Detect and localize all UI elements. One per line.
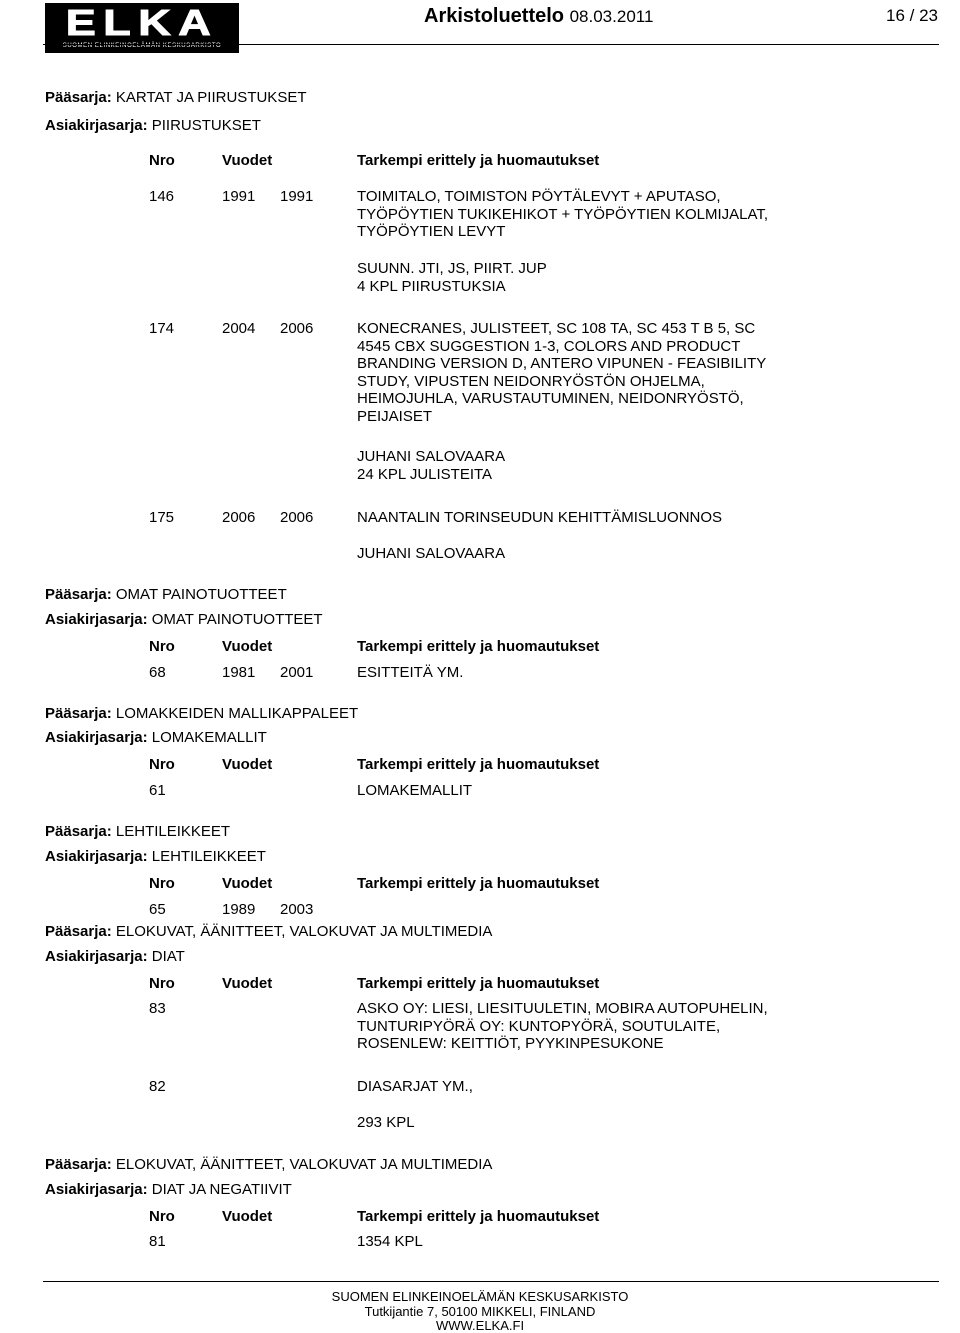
row-year-to: 2003 bbox=[280, 901, 314, 918]
asiakirjasarja-value: DIAT bbox=[151, 948, 185, 965]
row-extra-line: SUUNN. JTI, JS, PIIRT. JUP bbox=[357, 260, 547, 277]
section-asiakirjasarja bbox=[45, 729, 267, 747]
paasarja-label: Pääsarja: bbox=[45, 1156, 112, 1173]
column-header-vuodet: Vuodet bbox=[222, 975, 273, 992]
section-paasarja bbox=[45, 1156, 492, 1174]
row-nro: 82 bbox=[149, 1078, 166, 1095]
asiakirjasarja-label: Asiakirjasarja: bbox=[45, 1181, 148, 1198]
paasarja-value: ELOKUVAT, ÄÄNITTEET, VALOKUVAT JA MULTIMEDIA bbox=[115, 1156, 493, 1173]
row-nro: 61 bbox=[149, 782, 166, 799]
column-header-vuodet: Vuodet bbox=[222, 875, 273, 892]
row-nro: 174 bbox=[149, 320, 175, 337]
row-year-from: 1981 bbox=[222, 664, 256, 681]
row-note-line: 1354 KPL bbox=[357, 1233, 423, 1250]
paasarja-label: Pääsarja: bbox=[45, 89, 112, 106]
elka-logo bbox=[45, 3, 239, 53]
asiakirjasarja-value: LEHTILEIKKEET bbox=[151, 848, 266, 865]
column-header-notes: Tarkempi erittely ja huomautukset bbox=[357, 756, 600, 773]
row-nro: 68 bbox=[149, 664, 166, 681]
row-note-line: HEIMOJUHLA, VARUSTAUTUMINEN, NEIDONRYÖSTÖ, bbox=[357, 390, 744, 408]
paasarja-value: LOMAKKEIDEN MALLIKAPPALEET bbox=[115, 705, 359, 722]
row-extra-line: JUHANI SALOVAARA bbox=[357, 448, 506, 465]
column-header-nro: Nro bbox=[149, 1208, 175, 1225]
asiakirjasarja-value: DIAT JA NEGATIIVIT bbox=[151, 1181, 292, 1198]
row-year-from: 2004 bbox=[222, 320, 256, 337]
paasarja-value: OMAT PAINOTUOTTEET bbox=[115, 586, 287, 603]
row-note-line: LOMAKEMALLIT bbox=[357, 782, 473, 799]
row-extra-line: 4 KPL PIIRUSTUKSIA bbox=[357, 278, 506, 295]
catalog-date: 08.03.2011 bbox=[569, 7, 654, 26]
header-divider bbox=[43, 44, 939, 45]
column-header-nro: Nro bbox=[149, 638, 175, 655]
row-note-line: 4545 CBX SUGGESTION 1-3, COLORS AND PRODUCT bbox=[357, 337, 741, 355]
section-paasarja bbox=[45, 923, 492, 941]
column-header-notes: Tarkempi erittely ja huomautukset bbox=[357, 1208, 600, 1225]
row-year-from: 1989 bbox=[222, 901, 256, 918]
paasarja-value: ELOKUVAT, ÄÄNITTEET, VALOKUVAT JA MULTIMEDIA bbox=[115, 923, 493, 940]
page-number: 16 / 23 bbox=[886, 6, 938, 25]
row-extra-line: JUHANI SALOVAARA bbox=[357, 545, 506, 562]
column-header-notes: Tarkempi erittely ja huomautukset bbox=[357, 638, 600, 655]
row-year-from: 2006 bbox=[222, 509, 256, 526]
row-note-line: TUNTURIPYÖRÄ OY: KUNTOPYÖRÄ, SOUTULAITE, bbox=[357, 1017, 721, 1035]
footer-web-link[interactable]: WWW.ELKA.FI bbox=[435, 1318, 525, 1333]
asiakirjasarja-value: OMAT PAINOTUOTTEET bbox=[151, 611, 323, 628]
paasarja-label: Pääsarja: bbox=[45, 923, 112, 940]
row-note-line: BRANDING VERSION D, ANTERO VIPUNEN - FEASIBILITY bbox=[357, 355, 767, 373]
logo-wordmark: ELKA bbox=[65, 1, 219, 43]
paasarja-label: Pääsarja: bbox=[45, 823, 112, 840]
column-header-nro: Nro bbox=[149, 152, 175, 169]
row-note-line: TYÖPÖYTIEN LEVYT bbox=[357, 223, 506, 241]
footer-org: SUOMEN ELINKEINOELÄMÄN KESKUSARKISTO bbox=[331, 1289, 629, 1304]
row-nro: 81 bbox=[149, 1233, 166, 1250]
row-year-to: 2006 bbox=[280, 509, 314, 526]
column-header-notes: Tarkempi erittely ja huomautukset bbox=[357, 975, 600, 992]
row-extra-line: 293 KPL bbox=[357, 1114, 415, 1131]
column-header-vuodet: Vuodet bbox=[222, 638, 273, 655]
row-note-line: TOIMITALO, TOIMISTON PÖYTÄLEVYT + APUTASO, bbox=[357, 188, 721, 205]
paasarja-value: LEHTILEIKKEET bbox=[115, 823, 231, 840]
footer-divider bbox=[43, 1281, 939, 1282]
section-asiakirjasarja bbox=[45, 1181, 292, 1199]
row-year-to: 2006 bbox=[280, 320, 314, 337]
column-header-vuodet: Vuodet bbox=[222, 152, 273, 169]
row-year-to: 1991 bbox=[280, 188, 314, 205]
asiakirjasarja-label: Asiakirjasarja: bbox=[45, 611, 148, 628]
paasarja-value: KARTAT JA PIIRUSTUKSET bbox=[115, 89, 307, 106]
column-header-nro: Nro bbox=[149, 975, 175, 992]
row-note-line: ESITTEITÄ YM. bbox=[357, 664, 464, 681]
row-note-line: NAANTALIN TORINSEUDUN KEHITTÄMISLUONNOS bbox=[357, 509, 723, 526]
row-note-line: STUDY, VIPUSTEN NEIDONRYÖSTÖN OHJELMA, bbox=[357, 372, 705, 390]
section-paasarja bbox=[45, 705, 358, 723]
document-title bbox=[424, 5, 653, 28]
row-year-to: 2001 bbox=[280, 664, 314, 681]
catalog-title: Arkistoluettelo bbox=[424, 5, 565, 27]
footer-address: Tutkijantie 7, 50100 MIKKELI, FINLAND bbox=[364, 1304, 596, 1319]
asiakirjasarja-label: Asiakirjasarja: bbox=[45, 729, 148, 746]
row-note-line: DIASARJAT YM., bbox=[357, 1078, 473, 1095]
section-asiakirjasarja bbox=[45, 948, 185, 966]
row-nro: 146 bbox=[149, 188, 175, 205]
section-paasarja bbox=[45, 823, 230, 841]
paasarja-label: Pääsarja: bbox=[45, 705, 112, 722]
row-nro: 175 bbox=[149, 509, 175, 526]
row-nro: 83 bbox=[149, 1000, 166, 1017]
column-header-notes: Tarkempi erittely ja huomautukset bbox=[357, 152, 600, 169]
section-paasarja bbox=[45, 586, 287, 604]
row-extra-line: 24 KPL JULISTEITA bbox=[357, 466, 493, 483]
paasarja-label: Pääsarja: bbox=[45, 586, 112, 603]
row-note-line: TYÖPÖYTIEN TUKIKEHIKOT + TYÖPÖYTIEN KOLMIJALAT, bbox=[357, 205, 769, 223]
row-year-from: 1991 bbox=[222, 188, 256, 205]
section-asiakirjasarja bbox=[45, 848, 266, 866]
asiakirjasarja-label: Asiakirjasarja: bbox=[45, 117, 148, 134]
column-header-nro: Nro bbox=[149, 875, 175, 892]
row-note-line: KONECRANES, JULISTEET, SC 108 TA, SC 453 T B 5, SC bbox=[357, 320, 756, 337]
row-nro: 65 bbox=[149, 901, 166, 918]
row-note-line: PEIJAISET bbox=[357, 408, 433, 425]
row-note-line: ROSENLEW: KEITTIÖT, PYYKINPESUKONE bbox=[357, 1035, 664, 1053]
column-header-notes: Tarkempi erittely ja huomautukset bbox=[357, 875, 600, 892]
asiakirjasarja-label: Asiakirjasarja: bbox=[45, 948, 148, 965]
asiakirjasarja-value: LOMAKEMALLIT bbox=[151, 729, 267, 746]
section-paasarja bbox=[45, 89, 307, 107]
section-asiakirjasarja bbox=[45, 611, 323, 629]
column-header-vuodet: Vuodet bbox=[222, 1208, 273, 1225]
row-note-line: ASKO OY: LIESI, LIESITUULETIN, MOBIRA AUTOPUHELIN, bbox=[357, 1000, 768, 1017]
column-header-nro: Nro bbox=[149, 756, 175, 773]
logo-subtitle: SUOMEN ELINKEINOELÄMÄN KESKUSARKISTO bbox=[62, 42, 222, 49]
column-header-vuodet: Vuodet bbox=[222, 756, 273, 773]
section-asiakirjasarja bbox=[45, 117, 261, 135]
asiakirjasarja-value: PIIRUSTUKSET bbox=[151, 117, 261, 134]
asiakirjasarja-label: Asiakirjasarja: bbox=[45, 848, 148, 865]
